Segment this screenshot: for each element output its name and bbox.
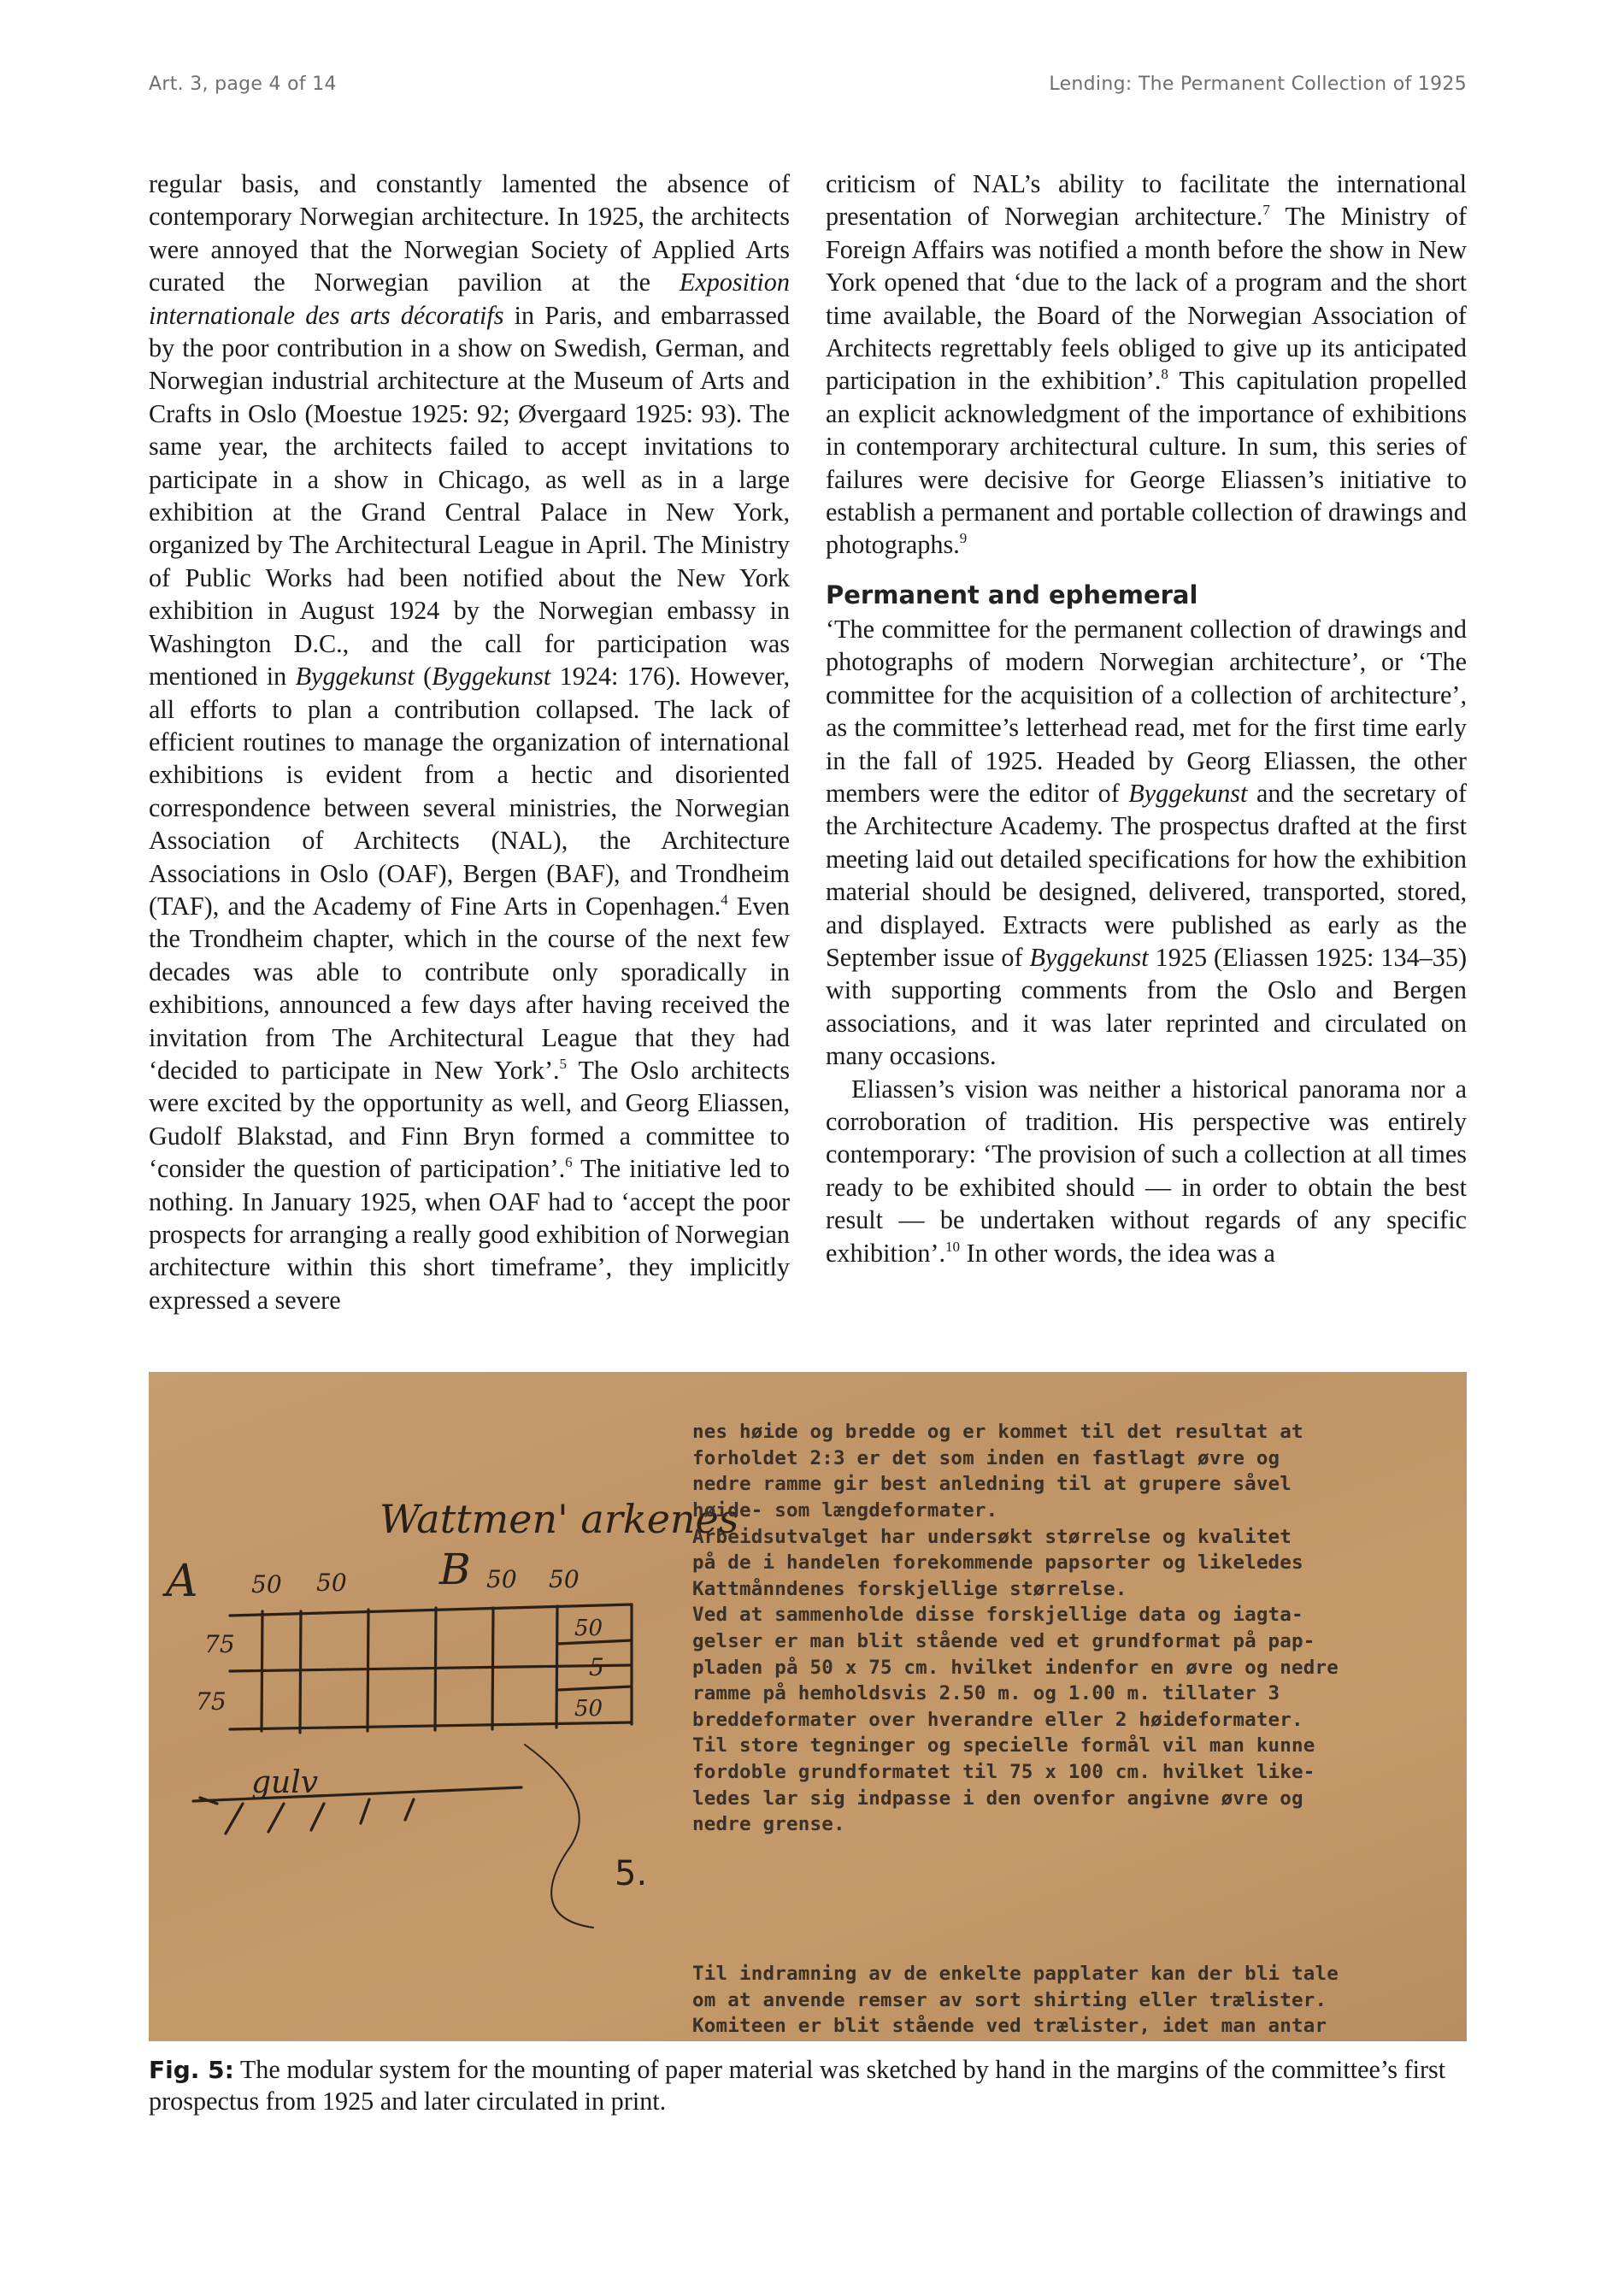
- typewritten-block-2: Til indramning av de enkelte papplater kan der bli tale om at anvende remser av sort shirting eller trælister. Komiteen er blit stående ved trælister, idet man antar: [692, 1963, 1339, 2038]
- sketch-title: Wattmen' arkenes: [380, 1496, 739, 1542]
- journal-title: Byggekunst: [295, 662, 415, 692]
- footnote-ref[interactable]: 10: [945, 1238, 961, 1255]
- sketch-mid-line: [230, 1665, 632, 1671]
- text-run: Even the Trondheim chapter, which in the course of the next few decades was able to contribute only sporadically in exhibitions, announced a few days after having received the invitation from The Architectural League that they had ‘decided to participate in New York’.: [149, 891, 790, 1085]
- sketch-dim: 50: [316, 1569, 347, 1597]
- sketch-dim: 50: [549, 1565, 580, 1593]
- right-paragraph-3: [826, 1073, 1467, 1269]
- footnote-ref[interactable]: 5: [559, 1055, 568, 1072]
- text-run: The Oslo architects were excited by the opportunity as well, and Georg Eliassen, Gudolf Blakstad, and Finn Bryn formed a committee to ‘consider the question of participation’.: [149, 1055, 790, 1184]
- left-paragraph: [149, 168, 790, 1316]
- text-run: Eliassen’s vision was neither a historical panorama nor a corroboration of tradition. His perspective was entirely contemporary: ‘The provision of such a collection at all times ready to be exhibited should — in order to obtain the best result — be undertaken without regards of any specific exhibition’.: [826, 1074, 1467, 1268]
- text-run: regular basis, and constantly lamented the absence of contemporary Norwegian architecture. In 1925, the architects were annoyed that the Norwegian Society of Applied Arts curated the Norwegian pavilion at the: [149, 169, 790, 297]
- sketch-top-line: [230, 1604, 632, 1616]
- sketch-floor-label: gulv: [251, 1765, 319, 1800]
- sketch-label-b: B: [439, 1545, 471, 1594]
- right-paragraph-1: [826, 168, 1467, 562]
- sketch-dim: 5: [589, 1653, 604, 1681]
- footnote-ref[interactable]: 6: [565, 1154, 573, 1171]
- journal-title: Byggekunst: [432, 662, 551, 692]
- text-run: (: [414, 662, 432, 692]
- exhibition-title: Exposition internationale des arts décoratifs: [149, 268, 790, 330]
- text-run: ‘The committee for the permanent collection of drawings and photographs of modern Norwegian architecture’, or ‘The committee for the acquisition of a collection of architecture’, as the committee’s letterhead read, met for the first time early in the fall of 1925. Headed by Georg Eliassen, the other members were the editor of: [826, 614, 1467, 808]
- footnote-ref[interactable]: 8: [1161, 366, 1168, 383]
- right-column: [826, 168, 1467, 1269]
- sketch-label-a: A: [166, 1556, 198, 1607]
- figure-caption: [149, 2054, 1467, 2117]
- prospectus-page-number: 5.: [615, 1854, 648, 1893]
- text-run: This capitulation propelled an explicit acknowledgment of the importance of exhibitions in contemporary architectural culture. In sum, this series of failures were decisive for George Eliassen’s initiative to establish a permanent and portable collection of drawings and photographs.: [826, 366, 1467, 560]
- text-run: The initiative led to nothing. In January 1925, when OAF had to ‘accept the poor prospects for arranging a really good exhibition of Norwegian architecture within this short timeframe’, they implicitly expressed a severe: [149, 1154, 790, 1315]
- sketch-dim: 50: [574, 1696, 603, 1722]
- left-column: [149, 168, 790, 1316]
- text-run: and the secretary of the Architecture Academy. The prospectus drafted at the first meeting laid out detailed specifications for how the exhibition material should be designed, delivered, transported, stored, and displayed. Extracts were published as early as the September issue of: [826, 778, 1467, 972]
- running-head-right: Lending: The Permanent Collection of 1925: [1049, 74, 1467, 95]
- sketch-floor-line: [193, 1787, 521, 1801]
- section-heading: Permanent and ephemeral: [826, 580, 1198, 609]
- sketch-bottom-line: [230, 1722, 632, 1729]
- figure-prospectus-scan: [149, 1372, 1467, 2041]
- caption-text: The modular system for the mounting of paper material was sketched by hand in the margins of the committee’s first prospectus from 1925 and later circulated in print.: [149, 2055, 1446, 2116]
- typewritten-text: [692, 1372, 1462, 2041]
- footnote-ref[interactable]: 4: [721, 891, 728, 908]
- sketch-dim: 50: [251, 1570, 282, 1598]
- footnote-ref[interactable]: 7: [1262, 202, 1270, 219]
- text-run: criticism of NAL’s ability to facilitate the international presentation of Norwegian architecture.: [826, 169, 1467, 232]
- sketch-dim: 75: [204, 1630, 235, 1658]
- sketch-dim: 75: [196, 1687, 227, 1716]
- text-run: in Paris, and embarrassed by the poor contribution in a show on Swedish, German, and Norwegian industrial architecture at the Museum of Arts and Crafts in Oslo (Moestue 1925: 92; Øvergaard 1925: 93). The same year, the architects failed to accept invitations to participate in a show in Chicago, as well as in a large exhibition at the Grand Central Palace in New York, organized by The Architectural League in April. The Ministry of Public Works had been notified about the New York exhibition in August 1924 by the Norwegian embassy in Washington D.C., and the call for participation was mentioned in: [149, 300, 790, 692]
- journal-title: Byggekunst: [1029, 942, 1149, 972]
- running-head-left: Art. 3, page 4 of 14: [149, 74, 337, 95]
- text-run: 1924: 176). However, all efforts to plan a contribution collapsed. The lack of efficient routines to manage the organization of international exhibitions is evident from a hectic and disoriented correspondence between several ministries, the Norwegian Association of Architects (NAL), the Architecture Associations in Oslo (OAF), Bergen (BAF), and Trondheim (TAF), and the Academy of Fine Arts in Copenhagen.: [149, 662, 790, 921]
- typewritten-block-1: nes høide og bredde og er kommet til det resultat at forholdet 2:3 er det som inden en fastlagt øvre og nedre ramme gir best anledning til at grupere såvel høide- som længdeformater. Arbeidsutvalget har undersøkt størrelse og kvalitet på de i handelen forekommende papsorter og likeledes Kattmånndenes forskjellige størrelse. Ved at sammenholde disse forskjellige data og iagta- gelser er man blit stående ved et grundformat på pap- pladen på 50 x 75 cm. hvilket indenfor en øvre og nedre ramme på hemholdsvis 2.50 m. og 1.00 m. tillater 3 breddeformater over hverandre eller 2 høideformater. Til store tegninger og specielle formål vil man kunne fordoble grundformatet til 75 x 100 cm. hvilket like- ledes lar sig indpasse i den ovenfor angivne øvre og nedre grense.: [692, 1421, 1339, 1836]
- text-run: 1925 (Eliassen 1925: 134–35) with supporting comments from the Oslo and Bergen associations, and it was later reprinted and circulated on many occasions.: [826, 942, 1468, 1071]
- text-run: In other words, the idea was a: [960, 1238, 1275, 1268]
- right-paragraph-2: [826, 613, 1467, 1073]
- text-run: The Ministry of Foreign Affairs was notified a month before the show in New York opened that ‘due to the lack of a program and the short time available, the Board of the Norwegian Association of Architects regrettably feels obliged to give up its anticipated participation in the exhibition’.: [826, 202, 1468, 396]
- footnote-ref[interactable]: 9: [959, 530, 968, 547]
- sketch-dim: 50: [486, 1565, 517, 1593]
- sketch-dim: 50: [574, 1616, 603, 1641]
- journal-title: Byggekunst: [1128, 778, 1248, 808]
- caption-label: Fig. 5:: [149, 2056, 234, 2084]
